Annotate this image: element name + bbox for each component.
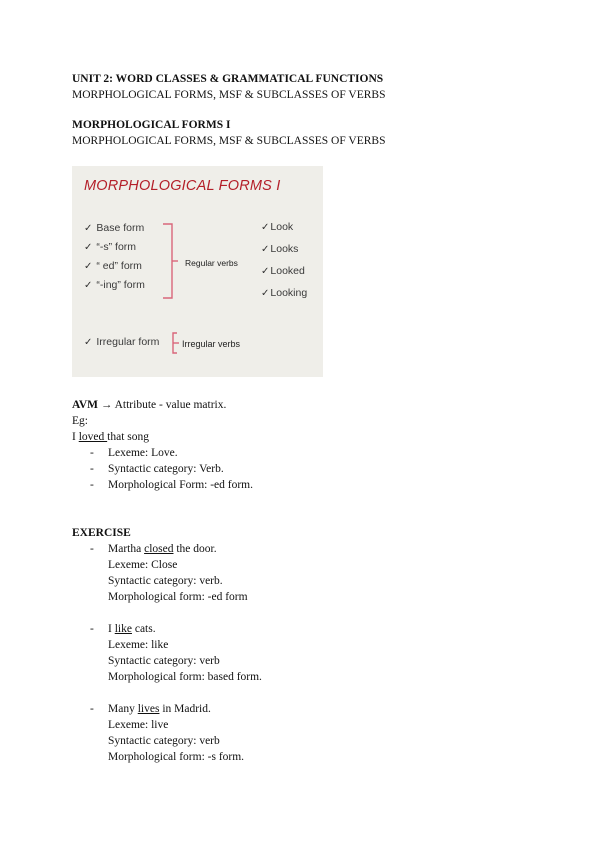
exercise-2-category: Syntactic category: verb xyxy=(108,655,220,667)
avm-line xyxy=(72,398,226,412)
exercise-2-lexeme: Lexeme: like xyxy=(108,639,169,651)
list-dash: - xyxy=(90,447,94,459)
exercise-3-form: Morphological form: -s form. xyxy=(108,751,245,763)
check-icon: ✓ xyxy=(84,242,93,253)
check-icon: ✓ xyxy=(261,244,270,255)
list-dash: - xyxy=(90,479,94,491)
exercise-sentence-3: Many lives in Madrid. xyxy=(108,703,211,715)
form-base: ✓ Base form xyxy=(84,222,145,234)
list-dash: - xyxy=(90,463,94,475)
exercise-1-form: Morphological form: -ed form xyxy=(108,591,248,603)
exercise-verb-3: lives xyxy=(137,703,160,715)
check-icon: ✓ xyxy=(261,222,270,233)
irregular-form: ✓ Irregular form xyxy=(84,336,160,348)
slide-image xyxy=(72,166,323,377)
exercise-2-form: Morphological form: based form. xyxy=(108,671,262,683)
example-looking: ✓Looking xyxy=(261,287,308,299)
exercise-3-category: Syntactic category: verb xyxy=(108,735,220,747)
eg-label: Eg: xyxy=(72,415,88,427)
example-verb: loved xyxy=(78,431,108,443)
unit-title: UNIT 2: WORD CLASSES & GRAMMATICAL FUNCTIONS xyxy=(72,73,384,85)
slide-title: MORPHOLOGICAL FORMS I xyxy=(84,178,281,194)
exercise-1-lexeme: Lexeme: Close xyxy=(108,559,178,571)
list-dash: - xyxy=(90,543,94,555)
exercise-verb-1: closed xyxy=(144,543,174,555)
check-icon: ✓ xyxy=(84,280,93,291)
exercise-sentence-2: I like cats. xyxy=(108,623,156,635)
arrow-icon: → xyxy=(100,399,113,411)
section-subtitle: MORPHOLOGICAL FORMS, MSF & SUBCLASSES OF VERBS xyxy=(72,135,386,147)
example-looks: ✓Looks xyxy=(261,243,299,255)
avm-definition: Attribute - value matrix. xyxy=(114,399,227,411)
check-icon: ✓ xyxy=(261,266,270,277)
form-ing: ✓ “-ing” form xyxy=(84,279,145,291)
irregular-verbs-label: Irregular verbs xyxy=(182,339,241,349)
check-icon: ✓ xyxy=(261,288,270,299)
list-dash: - xyxy=(90,623,94,635)
avm-label: AVM xyxy=(72,399,98,411)
check-icon: ✓ xyxy=(84,337,93,348)
exercise-1-category: Syntactic category: verb. xyxy=(108,575,223,587)
example-sentence: I loved that song xyxy=(72,431,150,443)
avm-feature-lexeme: Lexeme: Love. xyxy=(108,447,178,459)
regular-verbs-label: Regular verbs xyxy=(185,258,238,268)
example-looked: ✓Looked xyxy=(261,265,305,277)
form-s: ✓ “-s” form xyxy=(84,241,137,253)
exercise-sentence-1: Martha closed the door. xyxy=(108,543,217,555)
exercise-title: EXERCISE xyxy=(72,527,131,539)
regular-bracket xyxy=(163,224,172,298)
exercise-3-lexeme: Lexeme: live xyxy=(108,719,169,731)
avm-feature-category: Syntactic category: Verb. xyxy=(108,463,224,475)
avm-feature-form: Morphological Form: -ed form. xyxy=(108,479,254,491)
list-dash: - xyxy=(90,703,94,715)
check-icon: ✓ xyxy=(84,223,93,234)
example-look: ✓Look xyxy=(261,221,294,233)
check-icon: ✓ xyxy=(84,261,93,272)
exercise-verb-2: like xyxy=(114,623,132,635)
section-title: MORPHOLOGICAL FORMS I xyxy=(72,119,231,131)
unit-subtitle: MORPHOLOGICAL FORMS, MSF & SUBCLASSES OF VERBS xyxy=(72,89,386,101)
form-ed: ✓ “ ed” form xyxy=(84,260,142,272)
